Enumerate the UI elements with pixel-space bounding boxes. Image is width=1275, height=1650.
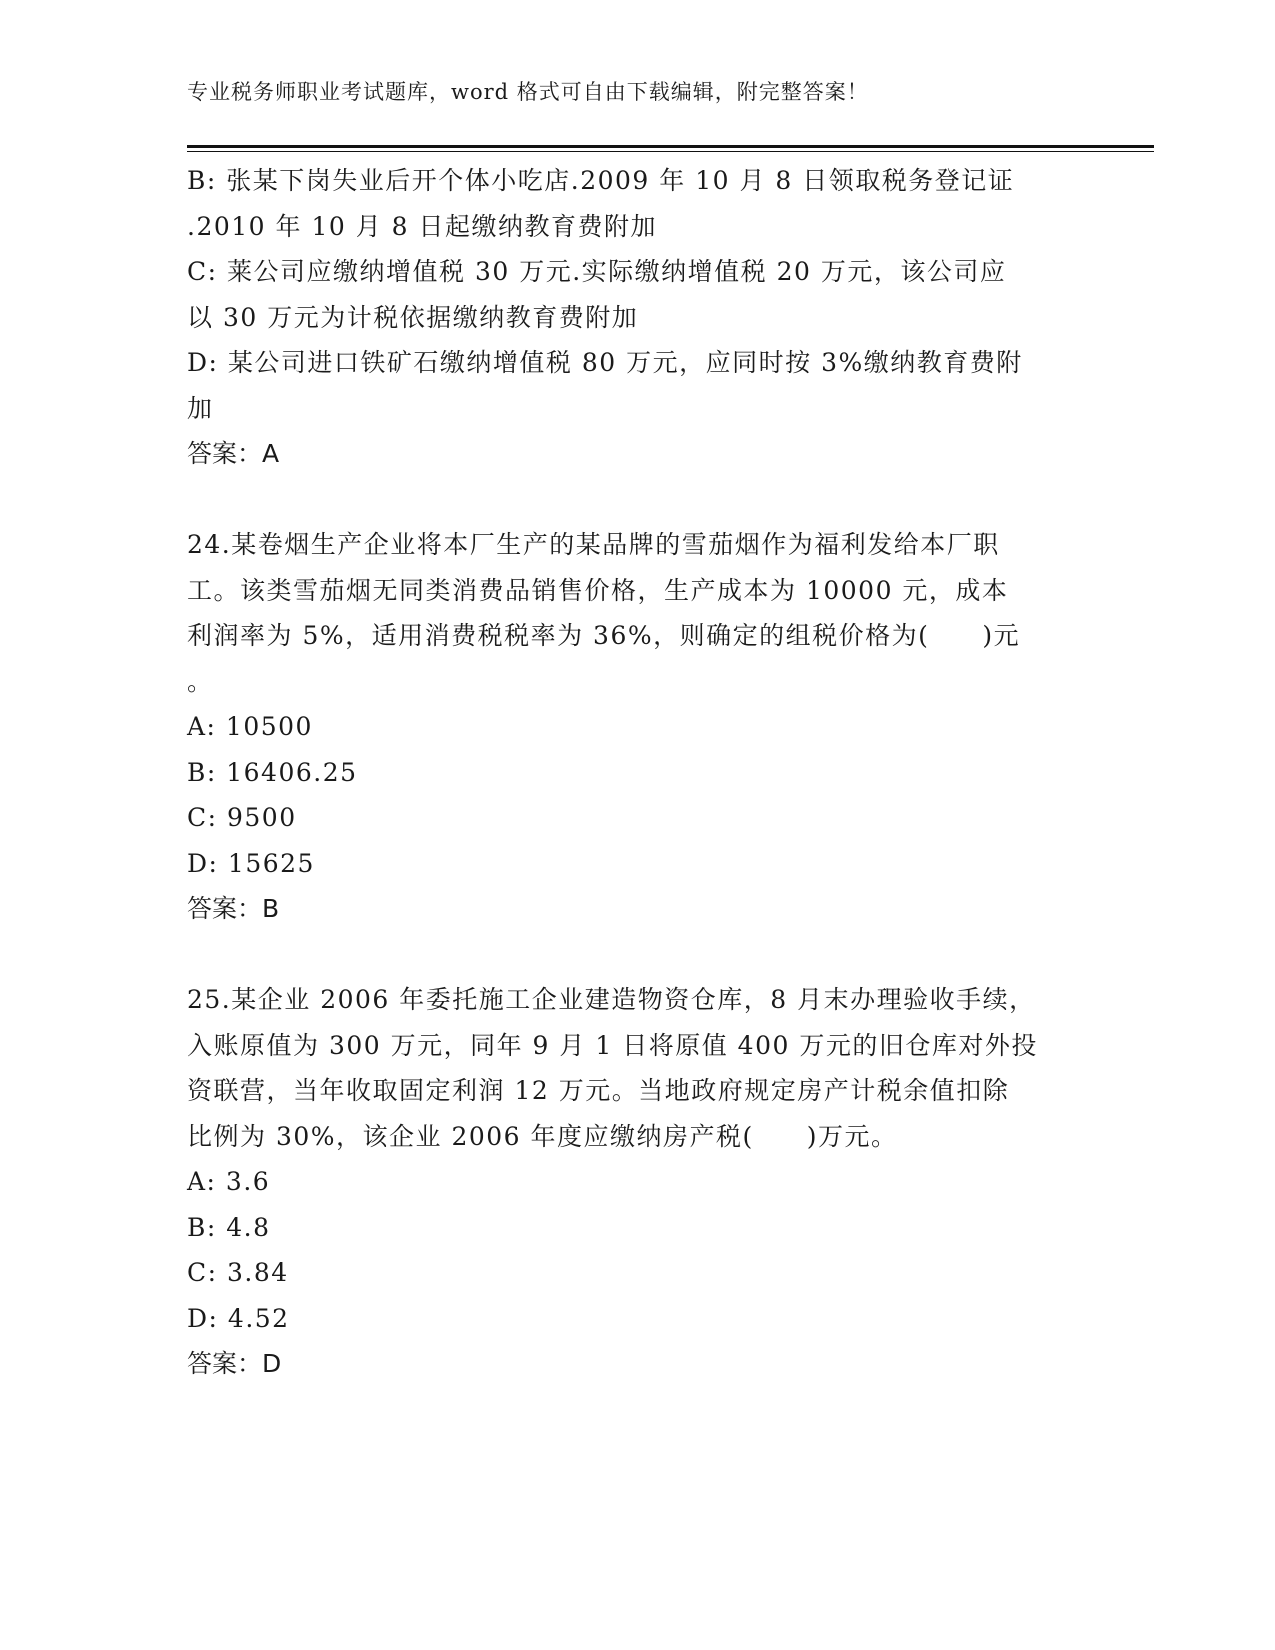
q23-option-c-line1: C: 莱公司应缴纳增值税 30 万元.实际缴纳增值税 20 万元，该公司应 bbox=[187, 257, 1007, 286]
q25-stem-line2: 入账原值为 300 万元，同年 9 月 1 日将原值 400 万元的旧仓库对外投 bbox=[187, 1030, 1038, 1060]
question-25 bbox=[187, 977, 1067, 1387]
q24-stem-line3: 利润率为 5%，适用消费税税率为 36%，则确定的组税价格为( )元 bbox=[187, 621, 1021, 650]
q24-stem-line2: 工。该类雪茄烟无同类消费品销售价格，生产成本为 10000 元，成本 bbox=[187, 575, 1009, 605]
q25-stem-line4: 比例为 30%，该企业 2006 年度应缴纳房产税( )万元。 bbox=[187, 1121, 898, 1151]
q25-stem-line3: 资联营，当年收取固定利润 12 万元。当地政府规定房产计税余值扣除 bbox=[187, 1076, 1010, 1105]
q23-option-b-line1: B: 张某下岗失业后开个体小吃店.2009 年 10 月 8 日领取税务登记证 bbox=[187, 166, 1015, 195]
header-rule-thin bbox=[187, 151, 1154, 152]
spacer bbox=[187, 932, 1067, 978]
q23-option-c-line2: 以 30 万元为计税依据缴纳教育费附加 bbox=[187, 302, 639, 332]
q23-answer: 答案：A bbox=[187, 439, 280, 468]
q24-option-a: A: 10500 bbox=[187, 712, 313, 741]
q25-option-c: C: 3.84 bbox=[187, 1258, 289, 1287]
q23-option-d-line1: D: 某公司进口铁矿石缴纳增值税 80 万元，应同时按 3%缴纳教育费附 bbox=[187, 348, 1023, 377]
document-body bbox=[187, 158, 1067, 1387]
q23-option-b-line2: .2010 年 10 月 8 日起缴纳教育费附加 bbox=[187, 211, 658, 241]
q24-answer: 答案：B bbox=[187, 894, 280, 923]
q23-option-d-line2: 加 bbox=[187, 393, 214, 423]
spacer bbox=[187, 477, 1067, 523]
q24-stem-line1: 24.某卷烟生产企业将本厂生产的某品牌的雪茄烟作为福利发给本厂职 bbox=[187, 530, 1000, 559]
q24-stem-line4: 。 bbox=[187, 666, 214, 696]
q25-answer: 答案：D bbox=[187, 1349, 282, 1378]
page-header: 专业税务师职业考试题库，word 格式可自由下载编辑，附完整答案！ bbox=[187, 80, 869, 104]
q24-option-c: C: 9500 bbox=[187, 803, 297, 832]
q25-option-b: B: 4.8 bbox=[187, 1212, 271, 1242]
question-23 bbox=[187, 158, 1067, 477]
q25-stem-line1: 25.某企业 2006 年委托施工企业建造物资仓库，8 月末办理验收手续， bbox=[187, 985, 1036, 1014]
question-24 bbox=[187, 522, 1067, 932]
q25-option-a: A: 3.6 bbox=[187, 1167, 271, 1196]
q25-option-d: D: 4.52 bbox=[187, 1303, 290, 1333]
q24-option-b: B: 16406.25 bbox=[187, 757, 358, 787]
header-rule-thick bbox=[187, 145, 1154, 148]
q24-option-d: D: 15625 bbox=[187, 848, 315, 878]
